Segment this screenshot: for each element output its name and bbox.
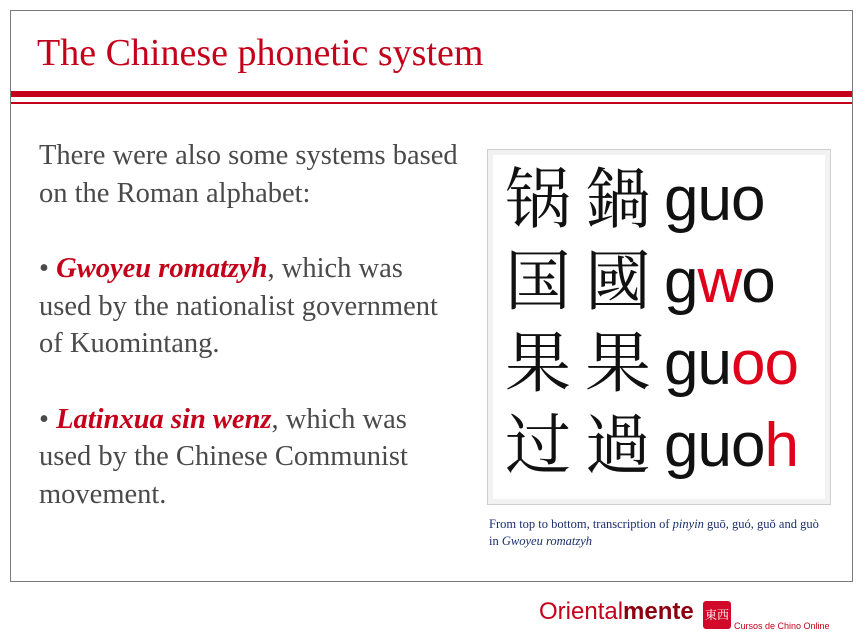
- romanization: guo: [664, 165, 765, 234]
- orientalmente-logo: Orientalmente: [539, 598, 694, 625]
- bullet-marker: •: [39, 403, 49, 435]
- romanization-figure: [487, 149, 831, 505]
- figure-caption: From top to bottom, transcription of pinyin guō, guó, guǒ and guò in Gwoyeu romatzyh: [489, 517, 819, 548]
- bullet-text: , which was used by the Chinese Communist movement.: [39, 403, 408, 510]
- bullet-marker: •: [39, 253, 49, 284]
- title-rule-thick: [11, 91, 852, 97]
- romanization: guoh: [664, 411, 798, 480]
- intro-paragraph: There were also some systems based on the Roman alphabet:: [39, 140, 458, 209]
- traditional-char: 果: [585, 325, 651, 402]
- title-rule-thin: [11, 102, 852, 104]
- footer-subtitle: Cursos de Chino Online: [734, 621, 830, 631]
- term-latinxua-sin-wenz: Latinxua sin wenz: [56, 403, 272, 435]
- seal-icon: 東西: [703, 601, 731, 629]
- simplified-char: 果: [505, 325, 571, 402]
- bullet-gwoyeu: [39, 250, 459, 363]
- traditional-char: 鍋: [585, 161, 651, 238]
- figure-row: [498, 406, 798, 486]
- traditional-char: 國: [585, 243, 651, 320]
- body-text: [39, 137, 459, 513]
- simplified-char: 国: [505, 243, 571, 320]
- figure-row: [498, 324, 798, 404]
- term-gwoyeu-romatzyh: Gwoyeu romatzyh: [56, 253, 268, 284]
- slide-title: The Chinese phonetic system: [37, 32, 484, 74]
- figure-row: [498, 160, 764, 240]
- figure-row: [498, 242, 775, 322]
- romanization: guoo: [664, 329, 798, 398]
- simplified-char: 过: [505, 407, 571, 484]
- slide: [10, 10, 853, 582]
- romanization: gwo: [664, 247, 775, 316]
- bullet-text: , which was used by the nationalist government of Kuomintang.: [39, 253, 438, 359]
- traditional-char: 過: [585, 407, 651, 484]
- bullet-latinxua: [39, 401, 459, 514]
- simplified-char: 锅: [505, 161, 571, 238]
